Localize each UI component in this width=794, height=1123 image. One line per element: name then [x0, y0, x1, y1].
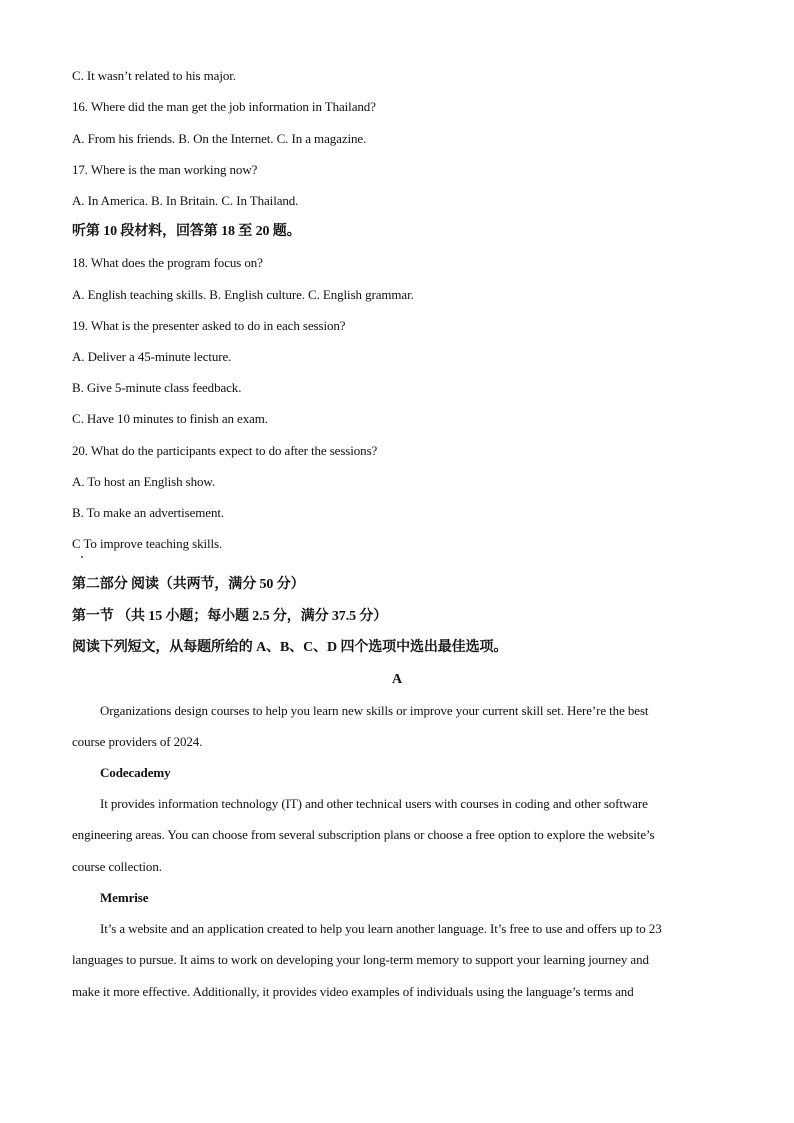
- codecademy-title: Codecademy: [100, 765, 171, 780]
- memrise-line-1: It’s a website and an application created to help you learn another language. It’s free to use and offers up to 23: [100, 921, 662, 936]
- q20-option-a: A. To host an English show.: [72, 474, 216, 489]
- passage-intro-line-2: course providers of 2024.: [72, 734, 203, 749]
- q19-option-a: A. Deliver a 45-minute lecture.: [72, 349, 232, 364]
- codecademy-line-2: engineering areas. You can choose from several subscription plans or choose a free option to explore the website’s: [72, 827, 655, 842]
- q17-question: 17. Where is the man working now?: [72, 162, 258, 177]
- q18-options: A. English teaching skills. B. English culture. C. English grammar.: [72, 287, 414, 302]
- codecademy-line-1: It provides information technology (IT) and other technical users with courses in coding and other software: [100, 796, 648, 811]
- memrise-line-3: make it more effective. Additionally, it provides video examples of individuals using the language’s terms and: [72, 984, 634, 999]
- memrise-title: Memrise: [100, 890, 149, 905]
- q16-question: 16. Where did the man get the job information in Thailand?: [72, 99, 376, 114]
- q16-options: A. From his friends. B. On the Internet. C. In a magazine.: [72, 131, 367, 146]
- q20-option-b: B. To make an advertisement.: [72, 505, 225, 520]
- q18-question: 18. What does the program focus on?: [72, 255, 263, 270]
- passage-intro-line-1: Organizations design courses to help you learn new skills or improve your current skill set. Here’re the best: [100, 703, 649, 718]
- codecademy-line-3: course collection.: [72, 859, 162, 874]
- section10-heading: 听第 10 段材料，回答第 18 至 20 题。: [72, 224, 301, 239]
- q19-option-b: B. Give 5-minute class feedback.: [72, 380, 242, 395]
- q20-option-c: C To improve teaching skills.: [72, 536, 223, 551]
- q17-options: A. In America. B. In Britain. C. In Thailand.: [72, 193, 299, 208]
- reading-section-heading: 第一节 （共 15 小题；每小题 2.5 分，满分 37.5 分）: [72, 609, 388, 624]
- q20-question: 20. What do the participants expect to do after the sessions?: [72, 443, 378, 458]
- stray-dot: [81, 556, 83, 558]
- q15-option-c: C. It wasn’t related to his major.: [72, 68, 236, 83]
- passage-label: A: [391, 672, 402, 687]
- reading-part-heading: 第二部分 阅读（共两节，满分 50 分）: [72, 577, 305, 592]
- memrise-line-2: languages to pursue. It aims to work on developing your long-term memory to support your learning journey and: [72, 952, 649, 967]
- q19-option-c: C. Have 10 minutes to finish an exam.: [72, 411, 268, 426]
- q19-question: 19. What is the presenter asked to do in each session?: [72, 318, 346, 333]
- reading-instruction: 阅读下列短文，从每题所给的 A、B、C、D 四个选项中选出最佳选项。: [72, 640, 508, 655]
